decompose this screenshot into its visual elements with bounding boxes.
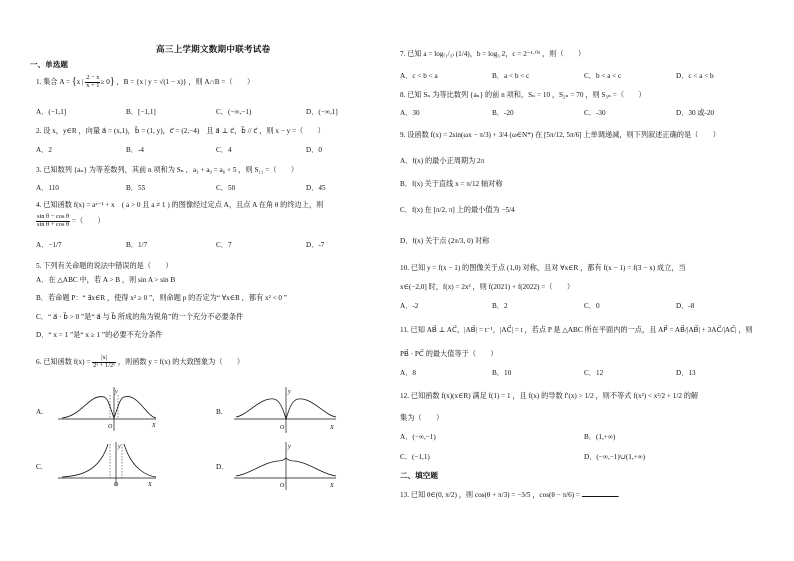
- axis-label-y: y: [118, 444, 121, 450]
- q11-option-a[interactable]: A．8: [400, 369, 416, 377]
- q12-option-c[interactable]: C．(−1,1): [400, 453, 430, 461]
- q3-option-a[interactable]: A．110: [36, 184, 59, 192]
- function-curve: [62, 397, 156, 418]
- question-text: 已知函数 f(x) = aˣ⁻¹ + x ( a > 0 且 a ≠ 1 ) 的图像经过定点 A，且点 A 在角 θ 的终边上，则: [43, 201, 324, 209]
- q5-option-b[interactable]: B．若命题 P：“ ∃x∈R ，使得 x² ≥ 0 ”，则命题 p 的否定为“ ∀x∈R ，都有 x² < 0 ”: [36, 294, 287, 302]
- question-5: [36, 262, 173, 271]
- question-number: 1.: [36, 77, 42, 86]
- q5-option-a[interactable]: A．在 △ABC 中，若 A > B ，则 sin A > sin B: [36, 276, 176, 284]
- q11-option-b[interactable]: B．10: [492, 369, 512, 377]
- q10-option-d[interactable]: D．-8: [676, 302, 695, 310]
- question-7: [400, 50, 585, 59]
- question-number: 2.: [36, 127, 42, 135]
- q6-option-d-graph[interactable]: [230, 440, 340, 492]
- q12-option-d[interactable]: D．(−∞,−1)∪(1,+∞): [584, 453, 646, 461]
- q11-option-d[interactable]: D．13: [676, 369, 696, 377]
- fraction-denominator: x + 1: [86, 81, 100, 89]
- q5-option-d[interactable]: D．“ x = 1 ”是“ x ≥ 1 ”的必要不充分条件: [36, 331, 163, 339]
- question-number: 3.: [36, 166, 42, 174]
- function-curve-right: [124, 444, 156, 477]
- fraction-numerator: 2 − x: [86, 74, 100, 81]
- axis-label-x: X: [330, 483, 334, 489]
- question-4: [36, 201, 323, 210]
- question-3: [36, 166, 298, 175]
- axis-label-x: X: [330, 425, 334, 431]
- q6-option-a-graph[interactable]: [52, 385, 162, 433]
- question-number: 7.: [400, 50, 406, 58]
- q3-option-c[interactable]: C．50: [216, 184, 236, 192]
- axis-label-x: X: [152, 423, 156, 429]
- axis-label-y: y: [115, 389, 118, 395]
- q8-option-a[interactable]: A．30: [400, 109, 420, 117]
- fraction-numerator: sin θ − cos θ: [37, 213, 70, 220]
- question-13: [400, 491, 620, 500]
- q12-option-a[interactable]: A．(−∞,−1): [400, 433, 436, 441]
- question-text: 下列有关命题的说法中错误的是（ ）: [43, 262, 173, 270]
- axis-label-origin: O: [280, 425, 285, 431]
- q1-option-a[interactable]: A．(−1,1]: [36, 108, 67, 116]
- answer-blank[interactable]: [582, 496, 618, 497]
- question-number: 9.: [400, 131, 406, 139]
- q11-continued: PB⃗ · PC⃗ 的最大值等于（ ）: [400, 350, 498, 358]
- question-2: [36, 127, 325, 136]
- question-text: 已知数列 {aₙ} 为等差数列，其前 n 项和为 Sₙ ，a₃ + a₉ = a₆ + 5 ，则 S₁₁ =（ ）: [43, 166, 299, 174]
- set-a-condition: x |: [76, 77, 86, 86]
- set-b: ，B = {x | y = √(1 − x)}: [116, 77, 187, 86]
- question-ask: =（ ）: [71, 216, 105, 225]
- question-10: [400, 264, 686, 273]
- question-text: 已知函数: [43, 357, 72, 366]
- q10-option-a[interactable]: A．-2: [400, 302, 419, 310]
- question-ask: ，则函数 y = f(x) 的大致图象为（ ）: [117, 357, 245, 366]
- q8-option-c[interactable]: C．-30: [584, 109, 606, 117]
- question-6: [36, 355, 244, 369]
- q10-option-b[interactable]: B．2: [492, 302, 508, 310]
- question-1: [36, 75, 254, 89]
- axis-label-x: X: [148, 482, 152, 488]
- question-text: 设 x，y∈R ，向量 a⃗ = (x,1)，b⃗ = (1, y)，c⃗ = (2,−4) 且 a⃗ ⊥ c⃗，b⃗ // c⃗ ，则 x − y =（ ）: [43, 127, 325, 135]
- q8-option-d[interactable]: D．30 或-20: [676, 109, 715, 117]
- question-text: 已知函数 f(x)(x∈R) 满足 f(1) = 1 ，且 f(x) 的导数 f′(x) > 1/2 ，则不等式 f(x²) < x²/2 + 1/2 的解: [410, 392, 699, 400]
- brace-open: {: [71, 75, 77, 87]
- q1-option-d[interactable]: D．(−∞,1]: [306, 108, 338, 116]
- q6-option-c-graph[interactable]: [52, 440, 162, 488]
- question-8: [400, 91, 646, 100]
- q4-option-d[interactable]: D．-7: [306, 241, 325, 249]
- question-number: 5.: [36, 262, 42, 270]
- q4-option-a[interactable]: A．−1/7: [36, 241, 62, 249]
- question-number: 6.: [36, 357, 42, 366]
- q6-option-b-graph[interactable]: [230, 385, 340, 435]
- question-text: 已知 a = log₍₁/₃₎ (1/4)，b = log₃ 2，c = 2⁻¹·⁰¹ ，则（ ）: [407, 50, 586, 58]
- q9-option-d[interactable]: D．f(x) 关于点 (2π/3, 0) 对称: [400, 237, 490, 245]
- q3-option-b[interactable]: B．55: [126, 184, 146, 192]
- q12-continued: 集为（ ）: [400, 414, 444, 422]
- q7-option-c[interactable]: C．b < a < c: [584, 72, 622, 80]
- question-text: 已知 θ∈(0, π/2) ，则 cos(θ + π/3) = −3/5 ，cos(θ − π/6) =: [410, 491, 580, 499]
- fraction-denominator: sin θ + cos θ: [37, 220, 70, 228]
- question-number: 11.: [400, 326, 409, 334]
- set-a-label: A =: [59, 77, 71, 86]
- q9-option-b[interactable]: B．f(x) 关于直线 x = π/12 轴对称: [400, 180, 503, 188]
- fraction-numerator: |x|: [92, 355, 116, 363]
- brace-close: }: [109, 75, 115, 87]
- q4-fraction: [36, 214, 70, 228]
- q2-option-c[interactable]: C．4: [216, 146, 232, 154]
- q5-option-c[interactable]: C．“ a⃗ · b⃗ > 0 ”是“ a⃗ 与 b⃗ 所成的角为锐角”的一个充分不必要条件: [36, 313, 244, 321]
- q1-option-b[interactable]: B．[−1,1]: [126, 108, 156, 116]
- q3-option-d[interactable]: D．45: [306, 184, 326, 192]
- q6-option-d-label[interactable]: D.: [216, 463, 223, 471]
- set-a-fraction: [85, 75, 100, 89]
- axis-label-origin: O: [280, 483, 285, 489]
- q2-option-d[interactable]: D．0: [306, 146, 322, 154]
- q1-option-c[interactable]: C．(−∞,−1): [216, 108, 252, 116]
- question-number: 10.: [400, 264, 409, 272]
- function-curve-left: [62, 444, 108, 477]
- q4-option-c[interactable]: C．7: [216, 241, 232, 249]
- q6-option-b-label[interactable]: B.: [216, 408, 223, 416]
- q4-option-b[interactable]: B．1/7: [126, 241, 148, 249]
- q4-expression: [36, 214, 105, 228]
- q7-option-b[interactable]: B．a < b < c: [492, 72, 530, 80]
- question-text: 集合: [43, 77, 58, 86]
- question-text: 已知 Sₙ 为等比数列 {aₙ} 的前 n 项和，Sₙ = 10 ，S₂ₙ = 70 ，则 S₃ₙ =（ ）: [407, 91, 646, 99]
- q8-option-b[interactable]: B．-20: [492, 109, 514, 117]
- question-9: [400, 131, 720, 140]
- question-text: 已知 AB⃗ ⊥ AC⃗，|AB⃗| = t⁻¹，|AC⃗| = t ，若点 P 是 △ABC 所在平面内的一点，且 AP⃗ = AB⃗/|AB⃗| + 3AC⃗/|AC⃗| ，则: [410, 326, 753, 334]
- q7-option-d[interactable]: D．c < a < b: [676, 72, 714, 80]
- q6-fraction: [92, 355, 116, 369]
- q9-option-a[interactable]: A．f(x) 的最小正周期为 2π: [400, 157, 485, 165]
- q12-option-b[interactable]: B．(1,+∞): [584, 433, 616, 441]
- q10-continued: x∈(−2,0] 时，f(x) = 2x² ，则 f(2021) + f(2022) =（ ）: [400, 283, 575, 291]
- axis-label-origin: O: [114, 482, 119, 488]
- axis-label-origin: O: [108, 424, 113, 430]
- fraction-denominator: 2ˣ + 1/2ˣ: [93, 361, 116, 369]
- question-number: 4.: [36, 201, 42, 209]
- q10-option-c[interactable]: C．0: [584, 302, 600, 310]
- q11-option-c[interactable]: C．12: [584, 369, 604, 377]
- exam-title: 高三上学期文数期中联考试卷: [156, 44, 271, 54]
- question-text: 设函数 f(x) = 2sin(ωx − π/3) + 3/4 (ω∈N*) 在 [5π/12, 5π/6] 上单调递减，则下列叙述正确的是（ ）: [407, 131, 720, 139]
- axis-label-y: y: [288, 444, 291, 450]
- section-heading-fill-blank: 二、填空题: [400, 471, 438, 480]
- question-number: 8.: [400, 91, 406, 99]
- function-label: f(x) =: [73, 357, 91, 366]
- q9-option-c[interactable]: C．f(x) 在 [π/2, π] 上的最小值为 −5/4: [400, 206, 515, 214]
- question-ask: ，则 A∩B =（ ）: [188, 77, 255, 86]
- q7-option-a[interactable]: A．c < b < a: [400, 72, 438, 80]
- question-text: 已知 y = f(x − 1) 的图像关于点 (1,0) 对称，且对 ∀x∈R ，都有 f(x − 1) = f(3 − x) 成立，当: [410, 264, 686, 272]
- q6-option-c-label[interactable]: C.: [36, 463, 43, 471]
- q2-option-b[interactable]: B．-4: [126, 146, 144, 154]
- question-tail: .: [617, 491, 620, 499]
- question-12: [400, 392, 698, 401]
- q6-option-a-label[interactable]: A.: [36, 408, 43, 416]
- section-heading-single-choice: 一、单选题: [30, 60, 68, 69]
- question-11: [400, 326, 753, 335]
- question-number: 12.: [400, 392, 409, 400]
- question-number: 13.: [400, 491, 409, 499]
- q2-option-a[interactable]: A．2: [36, 146, 52, 154]
- set-a-inequality: ≥ 0: [100, 77, 110, 86]
- axis-label-y: y: [288, 389, 291, 395]
